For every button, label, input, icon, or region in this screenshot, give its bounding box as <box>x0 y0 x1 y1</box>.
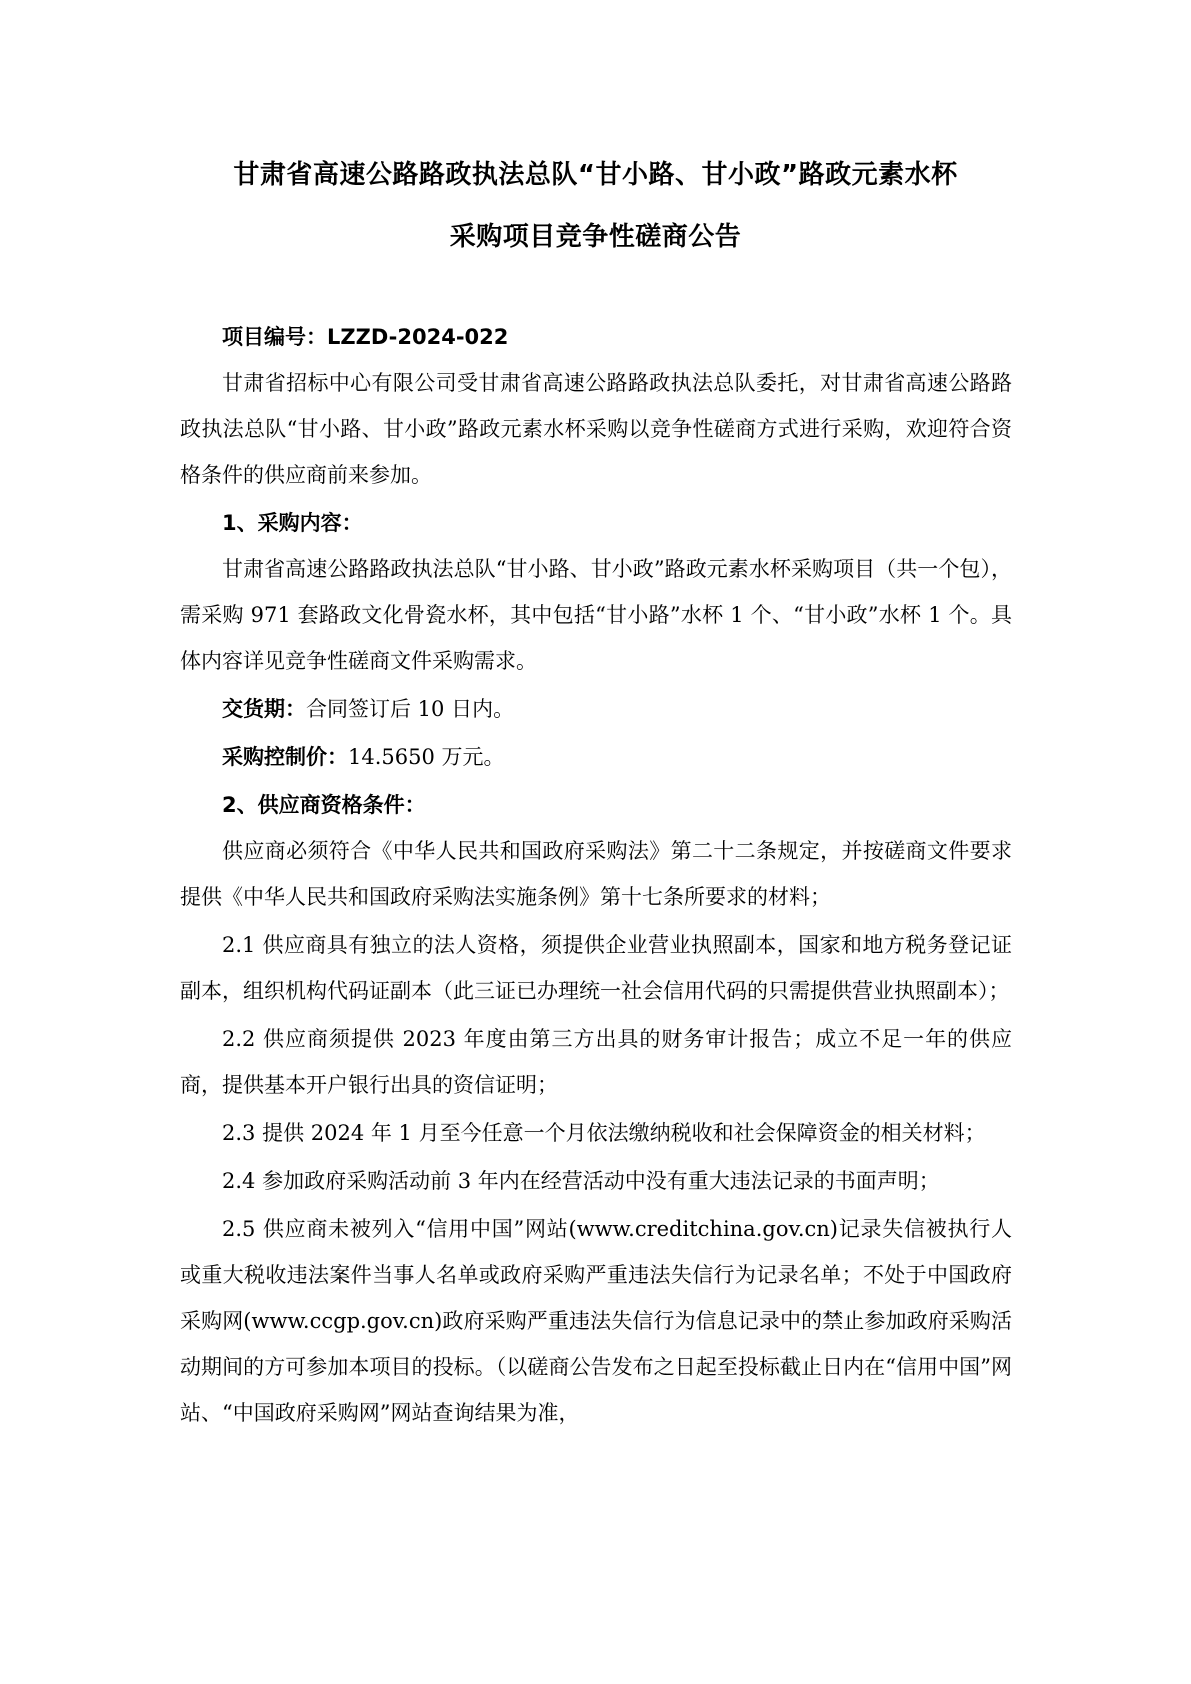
price-line <box>180 734 1012 780</box>
document-title-line-2: 采购项目竞争性磋商公告 <box>449 222 742 252</box>
project-number-line <box>180 314 1012 360</box>
project-number: LZZD-2024-022 <box>327 325 509 349</box>
qualification-item-2-3: 2.3 提供 2024 年 1 月至今任意一个月依法缴纳税收和社会保障资金的相关材料； <box>222 1121 986 1145</box>
section-1-heading: 1、采购内容： <box>222 511 363 535</box>
qualification-item-2-5: 2.5 供应商未被列入“信用中国”网站(www.creditchina.gov.cn)记录失信被执行人或重大税收违法案件当事人名单或政府采购严重违法失信行为记录名单；不处于中国政府采购网(www.ccgp.gov.cn)政府采购严重违法失信行为信息记录中的禁止参加政府采购活动期间的方可参加本项目的投标。（以磋商公告发布之日起至投标截止日内在“信用中国”网站、“中国政府采购网”网站查询结果为准， <box>180 1217 1012 1425</box>
section-1-text: 甘肃省高速公路路政执法总队“甘小路、甘小政”路政元素水杯采购项目（共一个包），需采购 971 套路政文化骨瓷水杯，其中包括“甘小路”水杯 1 个、“甘小政”水杯 1 个。具体内容详见竞争性磋商文件采购需求。 <box>180 557 1012 673</box>
qualification-item-2-2: 2.2 供应商须提供 2023 年度由第三方出具的财务审计报告；成立不足一年的供应商，提供基本开户银行出具的资信证明； <box>180 1027 1012 1097</box>
section-2-intro: 供应商必须符合《中华人民共和国政府采购法》第二十二条规定，并按磋商文件要求提供《中华人民共和国政府采购法实施条例》第十七条所要求的材料； <box>180 839 1012 909</box>
document-body <box>180 314 1012 1436</box>
price-text: 14.5650 万元。 <box>348 745 505 769</box>
intro-paragraph: 甘肃省招标中心有限公司受甘肃省高速公路路政执法总队委托，对甘肃省高速公路路政执法总队“甘小路、甘小政”路政元素水杯采购以竞争性磋商方式进行采购，欢迎符合资格条件的供应商前来参加。 <box>180 371 1012 487</box>
document-title-line-1: 甘肃省高速公路路政执法总队“甘小路、甘小政”路政元素水杯 <box>233 160 958 190</box>
section-2-heading: 2、供应商资格条件： <box>222 793 426 817</box>
delivery-label: 交货期： <box>222 697 306 721</box>
qualification-item-2-1: 2.1 供应商具有独立的法人资格，须提供企业营业执照副本，国家和地方税务登记证副本，组织机构代码证副本（此三证已办理统一社会信用代码的只需提供营业执照副本）； <box>180 933 1012 1003</box>
qualification-item-2-4: 2.4 参加政府采购活动前 3 年内在经营活动中没有重大违法记录的书面声明； <box>222 1169 940 1193</box>
delivery-line <box>180 686 1012 732</box>
delivery-text: 合同签订后 10 日内。 <box>306 697 515 721</box>
price-label: 采购控制价： <box>222 745 348 769</box>
project-number-label: 项目编号： <box>222 325 327 349</box>
